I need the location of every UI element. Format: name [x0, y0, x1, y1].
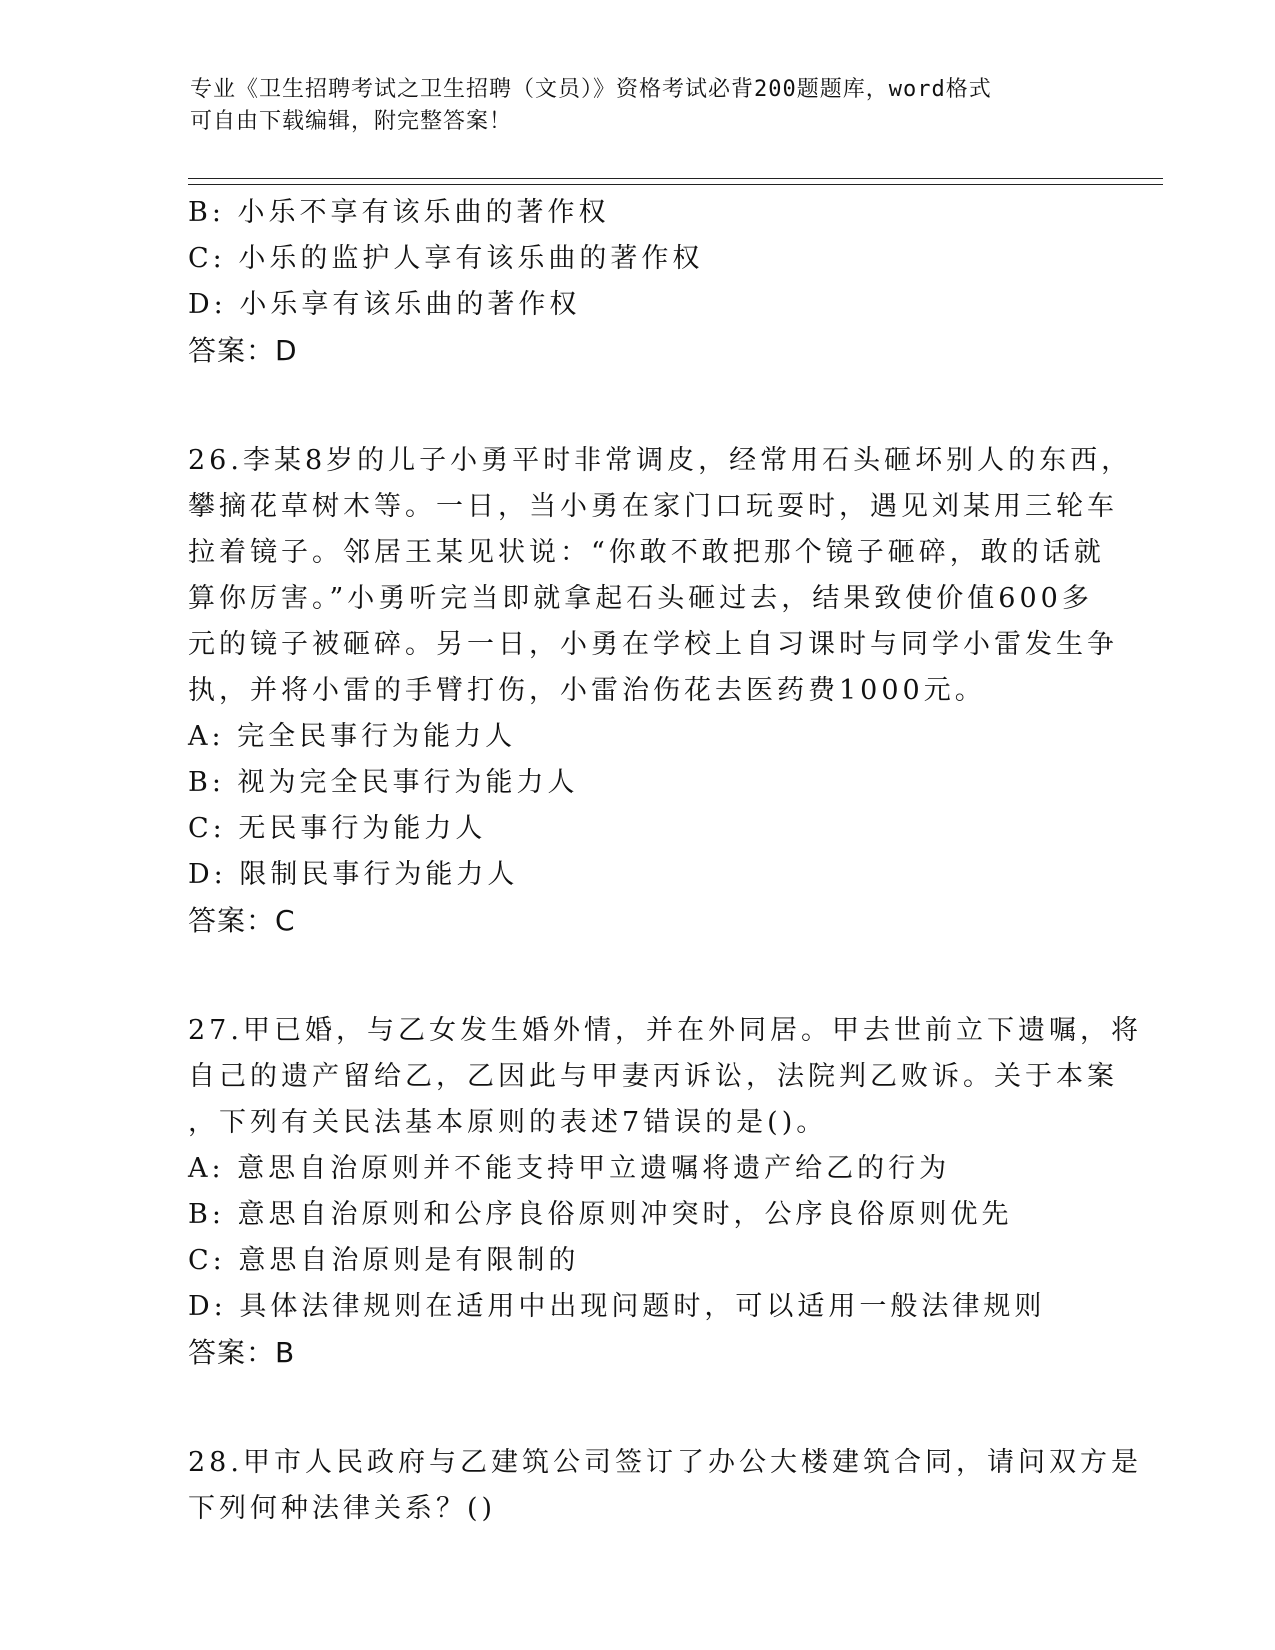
- option-c: C: 小乐的监护人享有该乐曲的著作权: [188, 243, 704, 274]
- question-28: [188, 1440, 1142, 1532]
- answer: 答案：C: [188, 904, 296, 937]
- stem-line: 算你厉害。”小勇听完当即就拿起石头砸过去，结果致使价值600多: [188, 583, 1093, 614]
- stem-line: 28.甲市人民政府与乙建筑公司签订了办公大楼建筑合同，请问双方是: [188, 1447, 1142, 1478]
- answer: 答案：B: [188, 1336, 296, 1369]
- option-a: A: 意思自治原则并不能支持甲立遗嘱将遗产给乙的行为: [188, 1153, 951, 1184]
- question-26: [188, 438, 1133, 944]
- stem-line: ，下列有关民法基本原则的表述7错误的是()。: [188, 1107, 828, 1138]
- stem-line: 自己的遗产留给乙，乙因此与甲妻丙诉讼，法院判乙败诉。关于本案: [188, 1061, 1118, 1092]
- stem-line: 拉着镜子。邻居王某见状说：“你敢不敢把那个镜子砸碎，敢的话就: [188, 537, 1105, 568]
- question-list: [188, 190, 1142, 1532]
- option-b: B: 视为完全民事行为能力人: [188, 767, 579, 798]
- option-c: C: 意思自治原则是有限制的: [188, 1245, 580, 1276]
- spacer: [188, 374, 1088, 438]
- stem-line: 元的镜子被砸碎。另一日，小勇在学校上自习课时与同学小雷发生争: [188, 629, 1118, 660]
- spacer: [188, 1376, 1088, 1440]
- spacer: [188, 944, 1088, 1008]
- option-d: D: 小乐享有该乐曲的著作权: [188, 289, 581, 320]
- stem-line: 攀摘花草树木等。一日，当小勇在家门口玩耍时，遇见刘某用三轮车: [188, 491, 1118, 522]
- option-d: D: 具体法律规则在适用中出现问题时，可以适用一般法律规则: [188, 1291, 1046, 1322]
- answer: 答案：D: [188, 334, 298, 367]
- header-divider: [188, 178, 1163, 185]
- option-b: B: 意思自治原则和公序良俗原则冲突时，公序良俗原则优先: [188, 1199, 1013, 1230]
- question-25: [188, 190, 1088, 374]
- header-line-1: 专业《卫生招聘考试之卫生招聘（文员）》资格考试必背200题题库，word格式: [190, 77, 992, 102]
- option-a: A: 完全民事行为能力人: [188, 721, 517, 752]
- option-c: C: 无民事行为能力人: [188, 813, 487, 844]
- stem-line: 26.李某8岁的儿子小勇平时非常调皮，经常用石头砸坏别人的东西，: [188, 445, 1133, 476]
- stem-line: 执，并将小雷的手臂打伤，小雷治伤花去医药费1000元。: [188, 675, 986, 706]
- header-line-2: 可自由下载编辑，附完整答案！: [190, 109, 513, 134]
- document-header: [190, 74, 1090, 138]
- stem-line: 27.甲已婚，与乙女发生婚外情，并在外同居。甲去世前立下遗嘱，将: [188, 1015, 1142, 1046]
- question-27: [188, 1008, 1142, 1376]
- stem-line: 下列何种法律关系？(): [188, 1493, 497, 1524]
- option-d: D: 限制民事行为能力人: [188, 859, 519, 890]
- option-b: B: 小乐不享有该乐曲的著作权: [188, 197, 610, 228]
